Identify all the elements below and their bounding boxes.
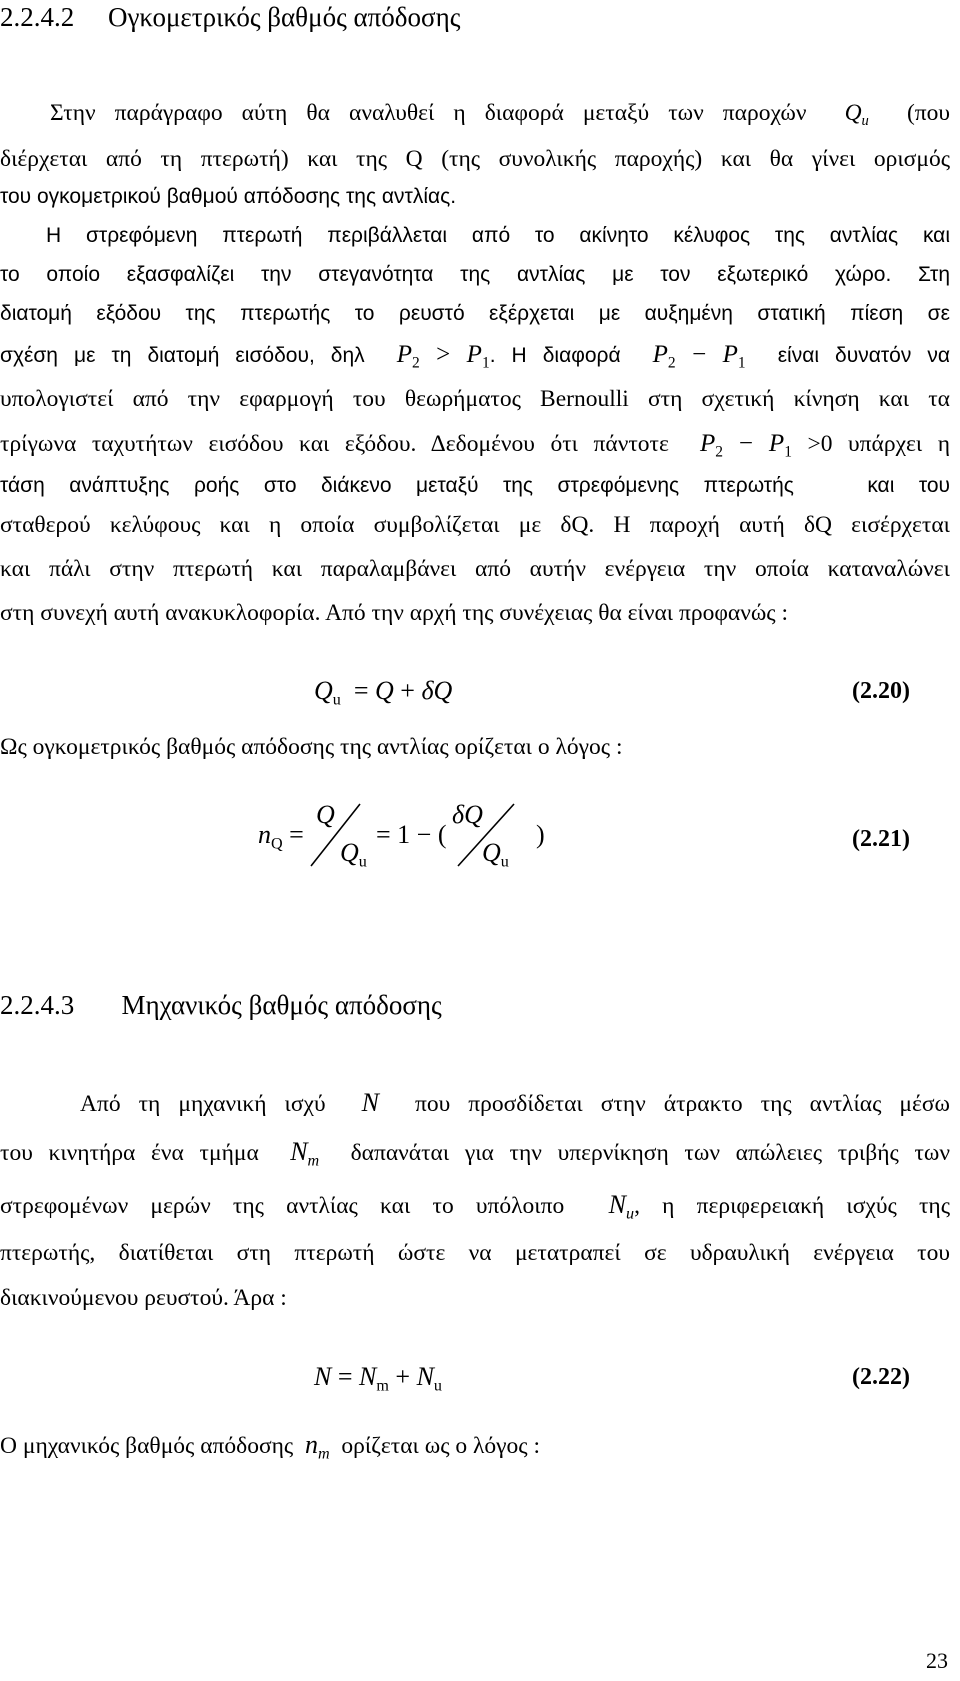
paragraph-3-line-5: διακινούμενου ρευστού. Άρα : bbox=[0, 1285, 287, 1311]
math-n-u: $N_u$ bbox=[608, 1190, 635, 1223]
math-p2-minus-p1: $P_2 - P_1$ bbox=[699, 430, 792, 461]
paragraph-1-line-9: τρίγωνα ταχυτήτων εισόδου και εξόδου. Δεδομένου ότι πάντοτε $P_2 - P_1 >0$ υπάρχει η bbox=[0, 430, 951, 461]
paragraph-1-line-2: διέρχεται από τη πτερωτή) και της Q (της συνολικής παροχής) και θα γίνει ορισμός bbox=[0, 146, 950, 172]
equation-number-2-21: (2.21) bbox=[852, 826, 910, 852]
section-title: Μηχανικός βαθμός απόδοσης bbox=[121, 990, 442, 1020]
math-denominator-q-u: $Q_u$ bbox=[482, 838, 509, 871]
math-numerator-delta-q: δQ bbox=[452, 800, 483, 829]
paragraph-1-line-1: Στην παράγραφο αύτη θα αναλυθεί η διαφορά μεταξύ των παροχών $Q_u$ (που bbox=[50, 100, 951, 130]
math-p2-minus-p1: $P_2 - P_1$ bbox=[652, 341, 746, 372]
paragraph-1-line-4: Η στρεφόμενη πτερωτή περιβάλλεται από το ακίνητο κέλυφος της αντλίας και bbox=[46, 224, 950, 247]
paragraph-1-line-10: τάση ανάπτυξης ροής στο διάκενο μεταξύ της στρεφόμενης πτερωτής και του bbox=[0, 474, 950, 497]
math-n-m-lower: $n_m$ bbox=[304, 1430, 330, 1463]
math-close-paren: ) bbox=[536, 820, 545, 849]
section-heading-2-2-4-3 bbox=[0, 990, 960, 1021]
section-number: 2.2.4.3 bbox=[0, 990, 75, 1020]
section-heading-2-2-4-2 bbox=[0, 2, 960, 33]
paragraph-1-line-3: του ογκομετρικού βαθμού απόδοσης της αντλίας. bbox=[0, 185, 457, 208]
paragraph-2: Ως ογκομετρικός βαθμός απόδοσης της αντλίας ορίζεται ο λόγος : bbox=[0, 734, 623, 760]
math-q-u: $Q_u$ bbox=[844, 100, 869, 130]
equation-number-2-20: (2.20) bbox=[852, 678, 910, 704]
equation-2-22: $N = N_m + N_u$ bbox=[314, 1362, 442, 1395]
section-number: 2.2.4.2 bbox=[0, 2, 75, 32]
section-title: Ογκομετρικός βαθμός απόδοσης bbox=[108, 2, 461, 32]
paragraph-3-line-3: στρεφομένων μερών της αντλίας και το υπόλοιπο $N_u$, η περιφερειακή ισχύς της bbox=[0, 1190, 951, 1223]
math-p2-gt-p1: $P_2 > P_1$ bbox=[396, 341, 490, 372]
paragraph-1-line-5: το οποίο εξασφαλίζει την στεγανότητα της αντλίας με τον εξωτερικό χώρο. Στη bbox=[0, 263, 950, 286]
math-n-q: $n_Q$ = bbox=[258, 820, 304, 853]
equation-number-2-22: (2.22) bbox=[852, 1364, 910, 1390]
paragraph-1-line-6: διατομή εξόδου της πτερωτής το ρευστό εξέρχεται με αυξημένη στατική πίεση σε bbox=[0, 302, 950, 325]
page-number: 23 bbox=[926, 1648, 948, 1673]
paragraph-1-line-13: στη συνεχή αυτή ανακυκλοφορία. Από την αρχή της συνέχειας θα είναι προφανώς : bbox=[0, 600, 789, 626]
math-denominator-q-u: $Q_u$ bbox=[340, 838, 367, 871]
equation-2-20: $Q_u = Q + \delta Q$ bbox=[314, 676, 453, 709]
paragraph-1-line-8: υπολογιστεί από την εφαρμογή του θεωρήματος Bernoulli στη σχετική κίνηση και τα bbox=[0, 386, 950, 412]
math-one-minus: = 1 − ( bbox=[376, 820, 447, 849]
math-numerator-q: Q bbox=[316, 800, 335, 829]
paragraph-4: Ο μηχανικός βαθμός απόδοσης $n_m$ ορίζεται ως ο λόγος : bbox=[0, 1430, 540, 1463]
paragraph-1-line-12: και πάλι στην πτερωτή και παραλαμβάνει από αυτήν ενέργεια την οποία καταναλώνει bbox=[0, 556, 950, 582]
math-n-m: $N_m$ bbox=[290, 1137, 320, 1170]
paragraph-3-line-1: Από τη μηχανική ισχύ N που προσδίδεται στην άτρακτο της αντλίας μέσω bbox=[80, 1088, 951, 1117]
paragraph-1-line-11: σταθερού κελύφους και η οποία συμβολίζεται με δQ. Η παροχή αυτή δQ εισέρχεται bbox=[0, 512, 950, 538]
paragraph-3-line-2: του κινητήρα ένα τμήμα $N_m$ δαπανάται για την υπερνίκηση των απώλειες τριβής των bbox=[0, 1137, 951, 1170]
paragraph-1-line-7: σχέση με τη διατομή εισόδου, δηλ $P_2 > P_1$. Η διαφορά $P_2 - P_1$ είναι δυνατόν να bbox=[0, 341, 950, 372]
paragraph-3-line-4: πτερωτής, διατίθεται στη πτερωτή ώστε να μετατραπεί σε υδραυλική ενέργεια του bbox=[0, 1240, 950, 1266]
math-n: N bbox=[361, 1088, 379, 1117]
